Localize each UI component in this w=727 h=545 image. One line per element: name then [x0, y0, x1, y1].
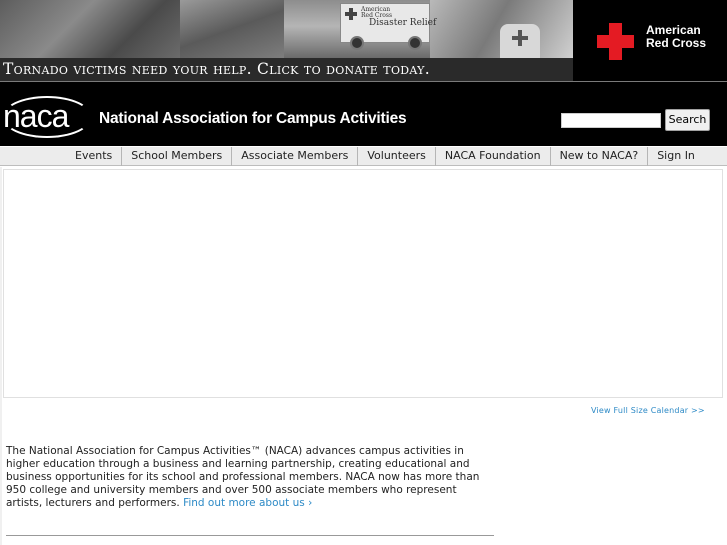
nav-list [66, 147, 704, 166]
naca-logo[interactable] [0, 94, 95, 140]
banner-photo-strip [0, 0, 573, 58]
nav-item-volunteers[interactable]: Volunteers [358, 147, 436, 166]
truck-cross-icon [345, 8, 357, 20]
nav-item-sign-in[interactable]: Sign In [657, 149, 695, 162]
truck-wheel-icon [408, 36, 422, 50]
about-paragraph [6, 445, 492, 510]
nav-item-naca-foundation[interactable]: NACA Foundation [436, 147, 551, 166]
full-calendar-link[interactable]: View Full Size Calendar >> [591, 406, 705, 415]
organization-name: National Association for Campus Activities [99, 110, 407, 127]
nav-item-events[interactable]: Events [66, 147, 122, 166]
search-input[interactable] [561, 113, 661, 128]
about-more-link[interactable]: Find out more about us › [183, 497, 313, 509]
main-content [0, 167, 727, 545]
red-cross-logo[interactable] [573, 0, 727, 82]
banner-photo-1 [0, 0, 180, 58]
content-divider [6, 535, 494, 536]
donation-banner[interactable] [0, 0, 727, 82]
banner-tagline[interactable]: Tornado victims need your help. Click to donate today. [3, 60, 430, 78]
truck-org-text: American Red Cross [361, 6, 393, 19]
nav-item-associate-members[interactable]: Associate Members [232, 147, 358, 166]
search-button[interactable]: Search [665, 109, 710, 131]
banner-photo-2 [180, 0, 284, 58]
red-cross-line-1: American [646, 23, 701, 37]
volunteer-vest-image [500, 24, 540, 58]
red-cross-icon [597, 23, 634, 60]
truck-wheel-icon [350, 36, 364, 50]
truck-sign-text: Disaster Relief [369, 18, 437, 28]
nav-item-new-to-naca[interactable]: New to NACA? [551, 147, 649, 166]
about-text: The National Association for Campus Activities™ (NACA) advances campus activities in higher education through a business and learning partnership, creating educational and business opportunities for its school and professional members. NACA now has more than 950 college and university members and over 500 associate members who represent artists, lecturers and performers. [6, 445, 480, 509]
red-cross-wordmark [646, 24, 706, 49]
nav-item-school-members[interactable]: School Members [122, 147, 232, 166]
featured-slideshow-area [3, 169, 723, 398]
red-cross-line-2: Red Cross [646, 35, 707, 50]
main-nav [0, 146, 727, 166]
vest-cross-icon [512, 30, 528, 46]
logo-wordmark: naca [3, 98, 69, 134]
page-left-edge [0, 167, 2, 545]
site-header [0, 82, 727, 146]
